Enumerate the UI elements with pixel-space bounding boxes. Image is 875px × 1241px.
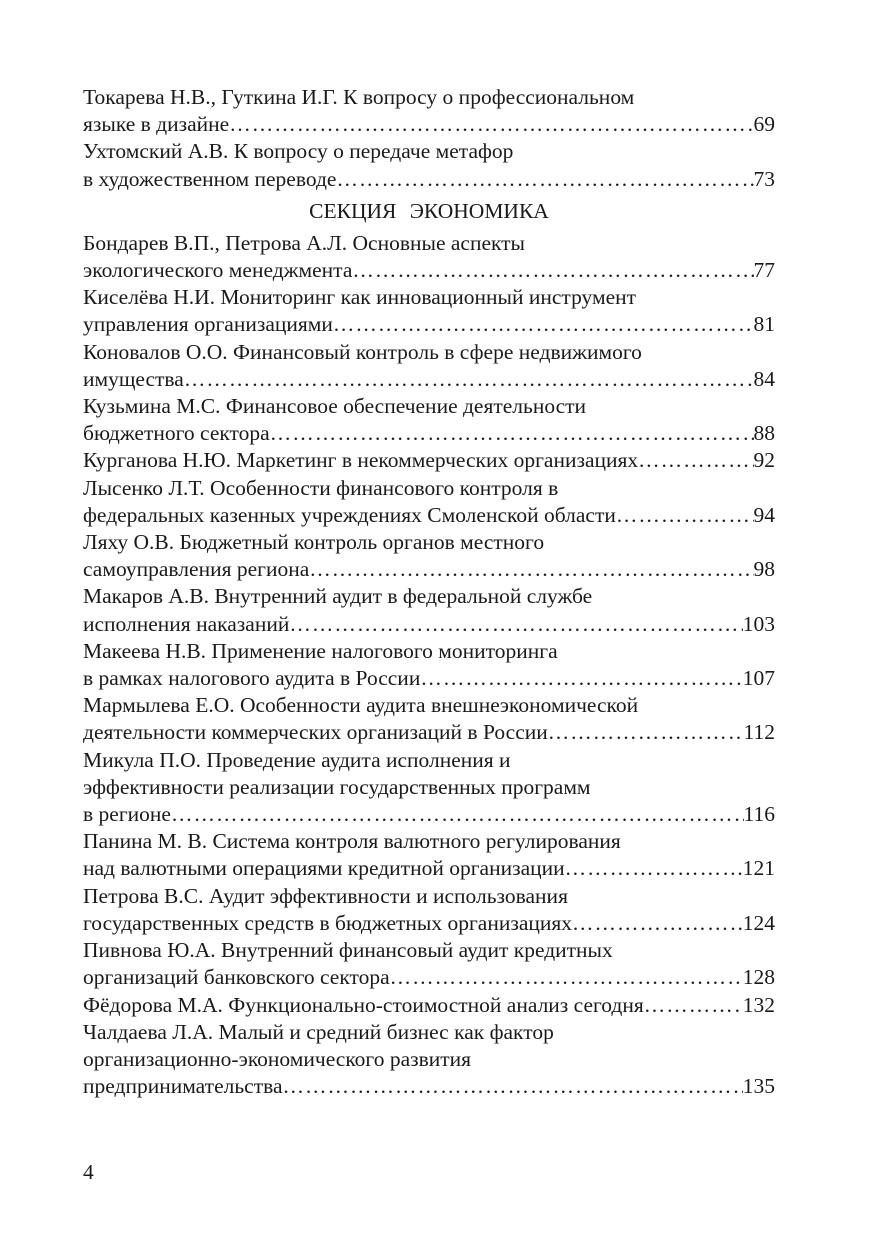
toc-entry — [83, 447, 775, 474]
toc-entry-text: исполнения наказаний — [83, 611, 290, 636]
toc-entry-line: Киселёва Н.И. Мониторинг как инновационный инструмент — [83, 285, 637, 310]
toc-entry — [83, 138, 775, 192]
toc-page-number: 94 — [753, 502, 775, 527]
toc-entry-text: самоуправления региона — [83, 557, 310, 582]
dot-leader — [616, 502, 754, 529]
toc-entry — [83, 284, 775, 338]
toc-entry-text: организаций банковского сектора — [83, 965, 390, 990]
toc-entry — [83, 84, 775, 138]
toc-entry — [83, 339, 775, 393]
dot-leader — [420, 665, 742, 692]
toc-entry — [83, 828, 775, 882]
toc-entry-line: Лысенко Л.Т. Особенности финансового контроля в — [83, 475, 559, 500]
toc-entry-text: предпринимательства — [83, 1074, 283, 1099]
toc-entry-last-line — [83, 992, 775, 1019]
toc-entry-line: Панина М. В. Система контроля валютного регулирования — [83, 829, 621, 854]
toc-entry — [83, 1019, 775, 1101]
toc-entry-last-line — [83, 311, 775, 338]
toc-entry-last-line — [83, 556, 775, 583]
toc-entry-line: Чалдаева Л.А. Малый и средний бизнес как фактор — [83, 1019, 554, 1044]
toc-entry-line: Ухтомский А.В. К вопросу о передаче метафор — [83, 139, 514, 164]
toc-entry — [83, 393, 775, 447]
dot-leader — [333, 311, 754, 338]
toc-page-number: 124 — [742, 910, 775, 935]
toc-entry-last-line — [83, 801, 775, 828]
toc-page-number: 77 — [753, 258, 775, 283]
toc-list-economics — [83, 230, 775, 1101]
section-title: СЕКЦИЯ ЭКОНОМИКА — [309, 198, 549, 223]
toc-entry — [83, 583, 775, 637]
toc-entry-text: языке в дизайне — [83, 112, 230, 137]
toc-entry-last-line — [83, 910, 775, 937]
toc-entry-last-line — [83, 447, 775, 474]
toc-entry-last-line — [83, 1073, 775, 1100]
toc-entry-last-line — [83, 964, 775, 991]
toc-page-number: 121 — [742, 856, 775, 881]
toc-entry-line: Макаров А.В. Внутренний аудит в федеральной службе — [83, 584, 593, 609]
toc-entry-last-line — [83, 665, 775, 692]
toc-entry-last-line — [83, 366, 775, 393]
toc-page-number: 112 — [743, 720, 775, 745]
dot-leader — [572, 910, 743, 937]
toc-entry-last-line — [83, 502, 775, 529]
dot-leader — [638, 447, 753, 474]
dot-leader — [229, 111, 753, 138]
toc-list-preceding — [83, 84, 775, 193]
toc-entry — [83, 529, 775, 583]
dot-leader — [565, 855, 743, 882]
toc-entry-text: Фёдорова М.А. Функционально-стоимостной анализ сегодня — [83, 992, 644, 1017]
toc-entry-line: Микула П.О. Проведение аудита исполнения и — [83, 747, 511, 772]
toc-entry-text: государственных средств в бюджетных организациях — [83, 910, 573, 935]
toc-entry-line: Бондарев В.П., Петрова А.Л. Основные аспекты — [83, 230, 525, 255]
toc-page-number: 107 — [742, 666, 775, 691]
toc-entry-last-line — [83, 420, 775, 447]
dot-leader — [171, 801, 744, 828]
toc-page-number: 69 — [753, 112, 775, 137]
dot-leader — [283, 1073, 743, 1100]
dot-leader — [352, 257, 753, 284]
toc-entry-text: имущества — [83, 366, 184, 391]
toc-entry-line: Пивнова Ю.А. Внутренний финансовый аудит кредитных — [83, 938, 613, 963]
toc-entry-line: эффективности реализации государственных программ — [83, 774, 591, 799]
toc-entry — [83, 692, 775, 746]
toc-entry-text: бюджетного сектора — [83, 421, 270, 446]
toc-entry-last-line — [83, 611, 775, 638]
dot-leader — [184, 366, 754, 393]
toc-page-number: 128 — [742, 965, 775, 990]
toc-page-number: 116 — [743, 802, 775, 827]
toc-entry-line: организационно-экономического развития — [83, 1046, 472, 1071]
toc-entry — [83, 230, 775, 284]
toc-page-number: 84 — [753, 366, 775, 391]
toc-entry-text: в рамках налогового аудита в России — [83, 666, 421, 691]
toc-page-number: 88 — [753, 421, 775, 446]
toc-entry — [83, 883, 775, 937]
dot-leader — [336, 166, 753, 193]
toc-entry — [83, 747, 775, 829]
toc-entry-line: Ляху О.В. Бюджетный контроль органов местного — [83, 530, 545, 555]
toc-entry-last-line — [83, 719, 775, 746]
dot-leader — [390, 964, 743, 991]
dot-leader — [644, 992, 743, 1019]
dot-leader — [270, 420, 754, 447]
toc-entry-text: управления организациями — [83, 312, 333, 337]
dot-leader — [309, 556, 753, 583]
toc-entry-text: над валютными операциями кредитной организации — [83, 856, 565, 881]
toc-entry — [83, 992, 775, 1019]
table-of-contents — [83, 84, 775, 1100]
toc-entry-line: Мармылева Е.О. Особенности аудита внешнеэкономической — [83, 693, 639, 718]
toc-entry-last-line — [83, 111, 775, 138]
toc-page-number: 98 — [753, 557, 775, 582]
toc-entry-text: деятельности коммерческих организаций в России — [83, 720, 548, 745]
toc-entry — [83, 638, 775, 692]
toc-entry-last-line — [83, 166, 775, 193]
toc-entry — [83, 937, 775, 991]
toc-entry-text: в регионе — [83, 802, 171, 827]
toc-entry-text: федеральных казенных учреждениях Смоленской области — [83, 502, 616, 527]
toc-page-number: 132 — [742, 992, 775, 1017]
page-number: 4 — [83, 1160, 94, 1184]
dot-leader — [548, 719, 744, 746]
toc-entry-line: Кузьмина М.С. Финансовое обеспечение деятельности — [83, 394, 587, 419]
toc-entry — [83, 475, 775, 529]
toc-page-number: 135 — [742, 1074, 775, 1099]
toc-entry-last-line — [83, 855, 775, 882]
toc-page-number: 73 — [753, 166, 775, 191]
toc-entry-text: экологического менеджмента — [83, 258, 353, 283]
dot-leader — [289, 611, 742, 638]
toc-entry-line: Макеева Н.В. Применение налогового мониторинга — [83, 638, 558, 663]
toc-entry-text: в художественном переводе — [83, 166, 337, 191]
toc-entry-line: Коновалов О.О. Финансовый контроль в сфере недвижимого — [83, 339, 642, 364]
toc-page-number: 92 — [753, 448, 775, 473]
toc-entry-last-line — [83, 257, 775, 284]
toc-entry-text: Курганова Н.Ю. Маркетинг в некоммерческих организациях — [83, 448, 639, 473]
toc-page-number: 103 — [742, 611, 775, 636]
toc-entry-line: Токарева Н.В., Гуткина И.Г. К вопросу о профессиональном — [83, 85, 635, 109]
toc-entry-line: Петрова В.С. Аудит эффективности и использования — [83, 883, 568, 908]
toc-page-number: 81 — [753, 312, 775, 337]
